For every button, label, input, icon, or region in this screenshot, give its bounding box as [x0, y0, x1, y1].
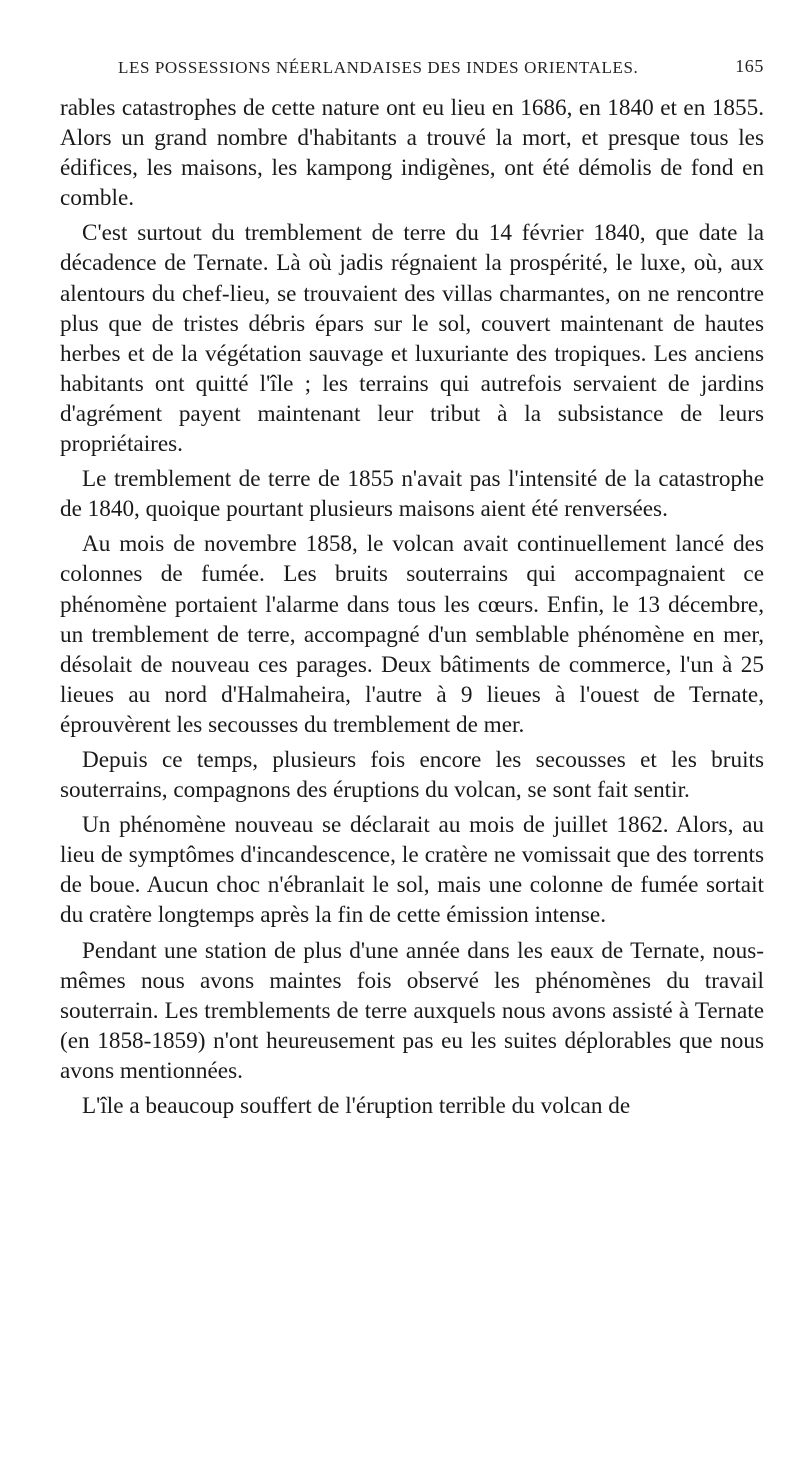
paragraph-6: Un phénomène nouveau se déclarait au mois de juillet 1862. Alors, au lieu de symptômes d'incandescence, le cratère ne vomissait que des torrents de boue. Aucun choc n'ébranlait le sol, mais une colonne de fumée sortait du cratère longtemps après la fin de cette émission intense. — [60, 812, 764, 929]
paragraph-5: Depuis ce temps, plusieurs fois encore les secousses et les bruits souterrains, compagnons des éruptions du volcan, se sont fait sentir. — [60, 746, 764, 804]
paragraph-3: Le tremblement de terre de 1855 n'avait pas l'intensité de la catastrophe de 1840, quoique pourtant plusieurs maisons aient été renversées. — [60, 466, 764, 523]
paragraph-1: rables catastrophes de cette nature ont eu lieu en 1686, en 1840 et en 1855. Alors un grand nombre d'habitants a trouvé la mort, et presque tous les édifices, les maisons, les kampong indigènes, ont été démolis de fond en comble. — [60, 95, 764, 212]
body-text — [60, 93, 764, 1121]
running-title: LES POSSESSIONS NÉERLANDAISES DES INDES ORIENTALES. — [118, 58, 639, 77]
running-head — [60, 50, 764, 82]
paragraph-4: Au mois de novembre 1858, le volcan avait continuellement lancé des colonnes de fumée. Les bruits souterrains qui accompagnaient ce phénomène portaient l'alarme dans tous les cœurs. Enfin, le 13 décembre, un tremblement de terre, accompagné d'un semblable phénomène en mer, désolait de nouveau ces parages. Deux bâtiments de commerce, l'un à 25 lieues au nord d'Halmaheira, l'autre à 9 lieues à l'ouest de Ternate, éprouvèrent les secousses du tremblement de mer. — [60, 531, 764, 738]
paragraph-8: L'île a beaucoup souffert de l'éruption terrible du volcan de — [82, 1093, 631, 1119]
paragraph-2: C'est surtout du tremblement de terre du 14 février 1840, que date la décadence de Ternate. Là où jadis régnaient la prospérité, le luxe, où, aux alentours du chef-lieu, se trouvaient des villas charmantes, on ne rencontre plus que de tristes débris épars sur le sol, couvert maintenant de hautes herbes et de la végétation sauvage et luxuriante des tropiques. Les anciens habitants ont quitté l'île ; les terrains qui autrefois servaient de jardins d'agrément payent maintenant leur tribut à la subsistance de leurs propriétaires. — [60, 220, 764, 458]
paragraph-7: Pendant une station de plus d'une année dans les eaux de Ternate, nous-mêmes nous avons maintes fois observé les phénomènes du travail souterrain. Les tremblements de terre auxquels nous avons assisté à Ternate (en 1858-1859) n'ont heureusement pas eu les suites déplorables que nous avons mentionnées. — [60, 937, 764, 1084]
book-page — [60, 50, 764, 1126]
page-number: 165 — [735, 56, 764, 76]
